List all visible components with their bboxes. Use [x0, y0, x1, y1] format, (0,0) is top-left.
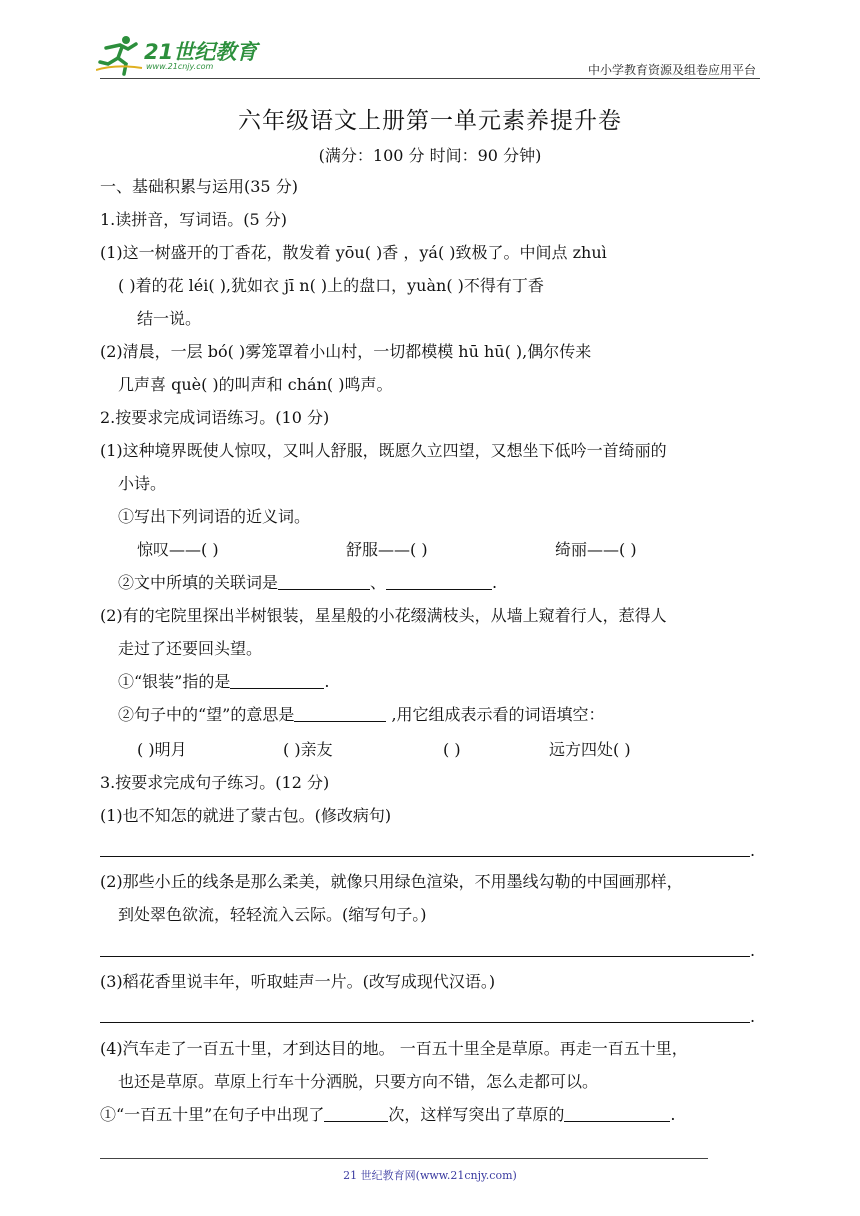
answer-line[interactable]: [100, 856, 750, 857]
platform-label: 中小学教育资源及组卷应用平台: [587, 63, 756, 77]
question-3-heading: 3.按要求完成句子练习。(12 分): [100, 773, 330, 792]
section-heading: 一、基础积累与运用(35 分): [100, 177, 298, 196]
logo-url: www.21cnjy.com: [146, 62, 214, 71]
q3-part4-line2: 也还是草原。草原上行车十分洒脱，只要方向不错，怎么走都可以。: [118, 1072, 599, 1091]
header-divider: [100, 78, 760, 79]
fill-item: 远方四处( ): [549, 740, 631, 759]
page-footer: 21 世纪教育网(www.21cnjy.com): [343, 1169, 517, 1182]
q3-part3: (3)稻花香里说丰年，听取蛙声一片。(改写成现代汉语。): [100, 972, 496, 991]
runner-logo-icon: [96, 34, 144, 76]
sub2-prefix: ②句子中的“望”的意思是: [118, 705, 295, 724]
end-mark: .: [324, 672, 330, 691]
end-mark: .: [750, 941, 756, 960]
end-mark: .: [750, 1007, 756, 1026]
q3-part2-line2: 到处翠色欲流，轻轻流入云际。(缩写句子。): [118, 905, 427, 924]
separator: 、: [370, 573, 387, 592]
sub2-suffix: ,用它组成表示看的词语填空：: [386, 705, 605, 724]
q2-part2-line1: (2)有的宅院里探出半树银装，星星般的小花缀满枝头，从墙上窥着行人，惹得人: [100, 606, 667, 625]
sub1-prefix: ①“一百五十里”在句子中出现了: [100, 1105, 325, 1124]
footer-divider: [100, 1158, 708, 1159]
q2-part2-sub1: [118, 672, 329, 692]
fill-item: ( ): [443, 740, 461, 759]
answer-blank[interactable]: [294, 705, 386, 722]
answer-blank[interactable]: [230, 672, 324, 689]
fill-item: ( )亲友: [283, 740, 333, 759]
answer-line[interactable]: [100, 1022, 750, 1023]
q1-part1-line2: ( )着的花 léi( ),犹如衣 jī n( )上的盘口，yuàn( )不得有丁香: [118, 276, 544, 295]
sub1-mid: 次，这样写突出了草原的: [388, 1105, 565, 1124]
q2-part2-line2: 走过了还要回头望。: [118, 639, 263, 658]
page-subtitle: (满分：100 分 时间：90 分钟): [318, 146, 542, 165]
q3-part1: (1)也不知怎的就进了蒙古包。(修改病句): [100, 806, 392, 825]
question-2-heading: 2.按要求完成词语练习。(10 分): [100, 408, 330, 427]
answer-blank[interactable]: [564, 1105, 670, 1122]
answer-blank[interactable]: [278, 573, 370, 590]
sub2-prefix: ②文中所填的关联词是: [118, 573, 279, 592]
q2-part2-sub2: [118, 705, 605, 725]
q3-part4-sub1: [100, 1105, 675, 1125]
page-header: [0, 0, 860, 80]
q1-part2-line1: (2)清晨，一层 bó( )雾笼罩着小山村，一切都模模 hū hū( ),偶尔传来: [100, 342, 592, 361]
q2-part1-sub2: [118, 573, 497, 593]
answer-line[interactable]: [100, 956, 750, 957]
brand-logo: [96, 34, 266, 76]
q2-part1-line2: 小诗。: [118, 474, 167, 493]
end-mark: .: [670, 1105, 676, 1124]
question-1-heading: 1.读拼音，写词语。(5 分): [100, 210, 288, 229]
end-mark: .: [492, 573, 498, 592]
q1-part2-line2: 几声喜 què( )的叫声和 chán( )鸣声。: [118, 375, 393, 394]
answer-blank[interactable]: [324, 1105, 388, 1122]
end-mark: .: [750, 841, 756, 860]
synonym-item: 舒服——( ): [346, 540, 428, 559]
sub1-prefix: ①“银装”指的是: [118, 672, 231, 691]
q1-part1-line1: (1)这一树盛开的丁香花，散发着 yōu( )香 ，yá( )致极了。中间点 zhuì: [100, 243, 607, 262]
q2-part1-line1: (1)这种境界既使人惊叹，又叫人舒服，既愿久立四望，又想坐下低吟一首绮丽的: [100, 441, 667, 460]
page-title: 六年级语文上册第一单元素养提升卷: [238, 108, 622, 134]
q3-part2-line1: (2)那些小丘的线条是那么柔美，就像只用绿色渲染，不用墨线勾勒的中国画那样，: [100, 872, 683, 891]
q3-part4-line1: (4)汽车走了一百五十里，才到达目的地。 一百五十里全是草原。再走一百五十里，: [100, 1039, 688, 1058]
answer-blank[interactable]: [386, 573, 492, 590]
synonym-item: 绮丽——( ): [555, 540, 637, 559]
q2-part1-sub1: ①写出下列词语的近义词。: [118, 507, 311, 526]
synonym-item: 惊叹——( ): [137, 540, 219, 559]
logo-text: 21世纪教育: [144, 40, 258, 64]
q1-part1-line3: 结一说。: [137, 309, 202, 328]
fill-item: ( )明月: [137, 740, 187, 759]
